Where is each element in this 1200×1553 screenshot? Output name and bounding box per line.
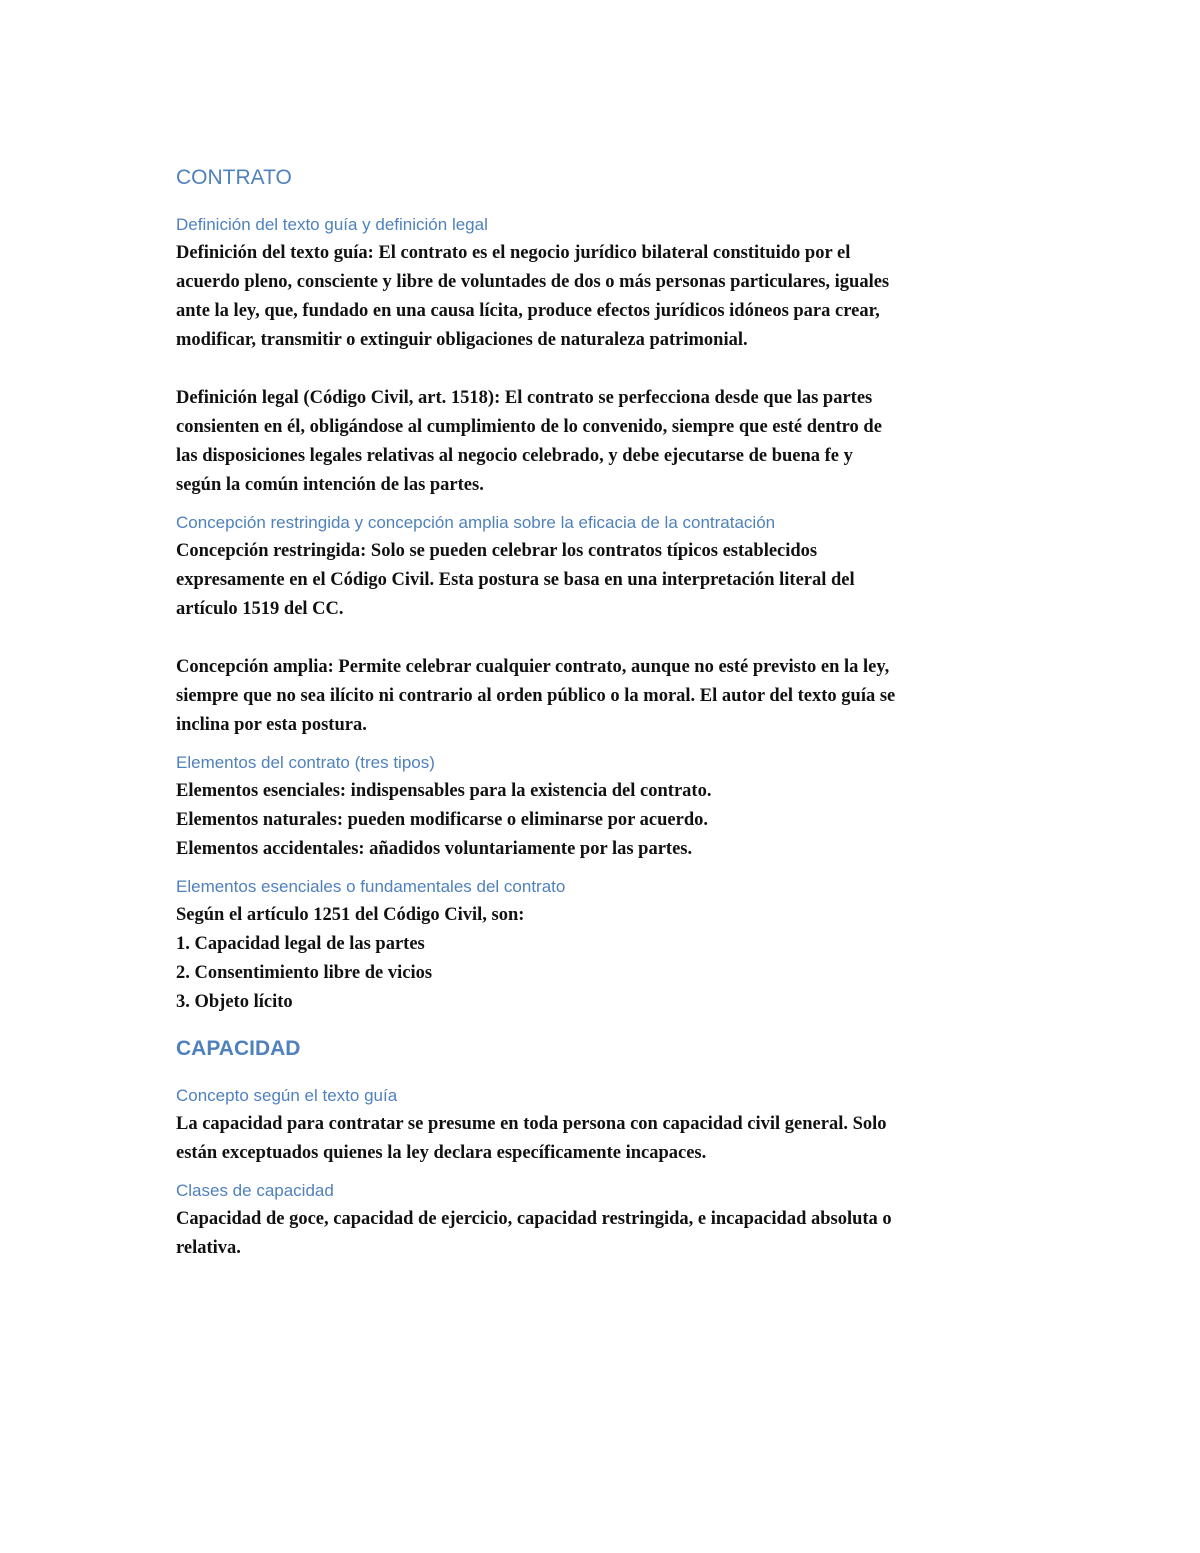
heading-contrato: CONTRATO (176, 166, 292, 189)
heading-clases: Clases de capacidad (176, 1181, 334, 1200)
list-item: 2. Consentimiento libre de vicios (176, 963, 433, 983)
text-line: relativa. (176, 1238, 241, 1258)
text-line: Concepción amplia: Permite celebrar cualquier contrato, aunque no esté previsto en la ley, (176, 657, 890, 677)
text-line: Definición legal (Código Civil, art. 1518): El contrato se perfecciona desde que las partes (176, 388, 873, 408)
list-elementos-esenciales (176, 901, 1036, 1017)
text-line: modificar, transmitir o extinguir obligaciones de naturaleza patrimonial. (176, 330, 748, 350)
text-line: inclina por esta postura. (176, 715, 367, 735)
text-line: las disposiciones legales relativas al negocio celebrado, y debe ejecutarse de buena fe y (176, 446, 853, 466)
document-page (176, 160, 1036, 1263)
heading-capacidad: CAPACIDAD (176, 1037, 301, 1060)
text-line: están exceptuados quienes la ley declara específicamente incapaces. (176, 1143, 707, 1163)
heading-concepcion: Concepción restringida y concepción amplia sobre la eficacia de la contratación (176, 513, 776, 532)
paragraph-concepto (176, 1110, 1036, 1168)
text-line: La capacidad para contratar se presume en toda persona con capacidad civil general. Solo (176, 1114, 887, 1134)
heading-concepto: Concepto según el texto guía (176, 1086, 398, 1105)
paragraph-definicion-legal (176, 384, 1036, 500)
paragraph-concepcion-restringida (176, 537, 1036, 624)
text-line: Elementos esenciales: indispensables para la existencia del contrato. (176, 781, 712, 801)
text-line: Elementos naturales: pueden modificarse o eliminarse por acuerdo. (176, 810, 709, 830)
text-line: Concepción restringida: Solo se pueden celebrar los contratos típicos establecidos (176, 541, 818, 561)
text-line: Según el artículo 1251 del Código Civil, son: (176, 905, 525, 925)
heading-elementos-esenciales: Elementos esenciales o fundamentales del contrato (176, 877, 566, 896)
text-line: acuerdo pleno, consciente y libre de voluntades de dos o más personas particulares, iguales (176, 272, 890, 292)
heading-definicion: Definición del texto guía y definición legal (176, 215, 488, 234)
text-line: Capacidad de goce, capacidad de ejercicio, capacidad restringida, e incapacidad absoluta o (176, 1209, 892, 1229)
text-line: ante la ley, que, fundado en una causa lícita, produce efectos jurídicos idóneos para crear, (176, 301, 880, 321)
list-item: 3. Objeto lícito (176, 992, 293, 1012)
text-line: Definición del texto guía: El contrato es el negocio jurídico bilateral constituido por el (176, 243, 851, 263)
text-line: expresamente en el Código Civil. Esta postura se basa en una interpretación literal del (176, 570, 855, 590)
text-line: según la común intención de las partes. (176, 475, 484, 495)
paragraph-clases (176, 1205, 1036, 1263)
text-line: Elementos accidentales: añadidos voluntariamente por las partes. (176, 839, 693, 859)
list-item: 1. Capacidad legal de las partes (176, 934, 425, 954)
paragraph-elementos (176, 777, 1036, 864)
text-line: siempre que no sea ilícito ni contrario al orden público o la moral. El autor del texto guía se (176, 686, 896, 706)
paragraph-definicion-texto-guia (176, 239, 1036, 355)
paragraph-concepcion-amplia (176, 653, 1036, 740)
text-line: consienten en él, obligándose al cumplimiento de lo convenido, siempre que esté dentro de (176, 417, 882, 437)
heading-elementos: Elementos del contrato (tres tipos) (176, 753, 435, 772)
text-line: artículo 1519 del CC. (176, 599, 344, 619)
